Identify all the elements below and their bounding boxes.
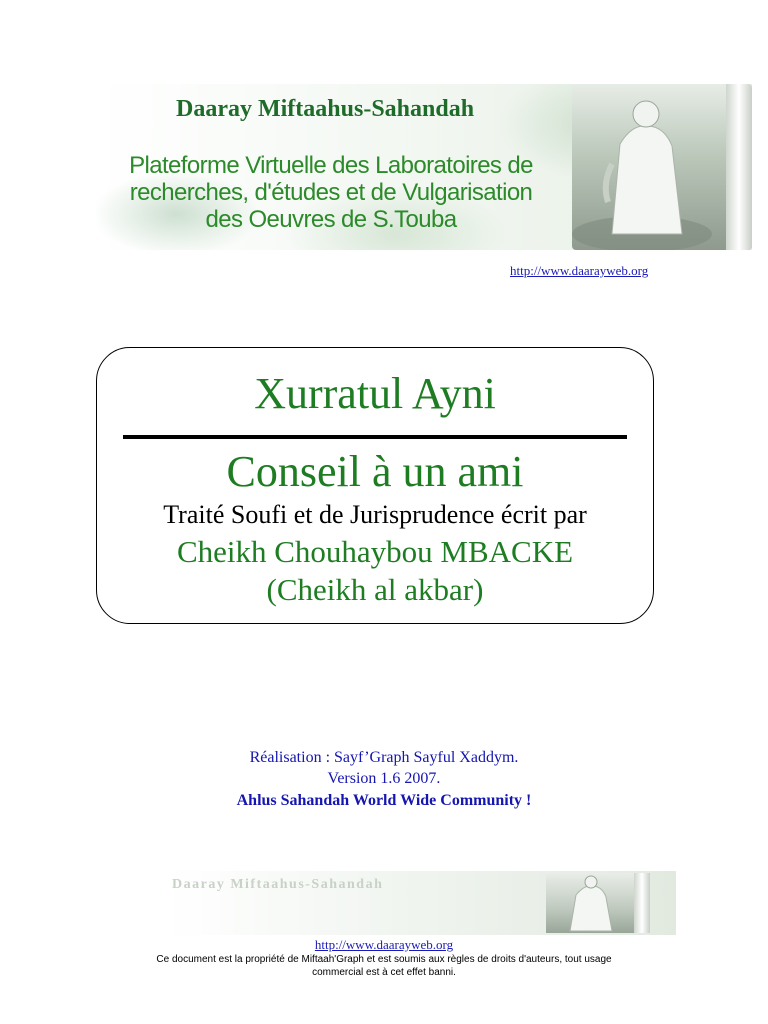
bottom-banner [166,871,676,935]
credit-realisation: Réalisation : Sayf’Graph Sayful Xaddym. [249,749,519,766]
banner-subtitle-line-3: des Oeuvres de S.Touba [205,206,457,233]
copyright-line-2: commercial est à cet effet banni. [312,967,456,978]
title-box [96,347,654,624]
bottom-portrait-image [546,873,650,933]
sheikh-portrait-image [572,84,752,250]
banner-title: Daaray Miftaahus-Sahandah [176,96,475,122]
bottom-link-row [0,936,768,954]
photo-frame-edge [726,84,752,250]
banner-subtitle-line-2: recherches, d'études et de Vulgarisation [129,179,533,206]
copyright-line-1: Ce document est la propriété de Miftaah'Graph et est soumis aux règles de droits d'auteurs, tout usage [156,954,612,965]
author-name: Cheikh Chouhaybou MBACKE [176,534,574,569]
title-divider [123,435,627,439]
bottom-website-link[interactable]: http://www.daarayweb.org [314,937,454,952]
banner-subtitle-line-1: Plateforme Virtuelle des Laboratoires de [129,152,533,179]
credit-version: Version 1.6 2007. [327,770,441,787]
top-website-link[interactable]: http://www.daarayweb.org [510,263,649,278]
bottom-photo-frame-edge [634,873,650,933]
copyright-notice [110,953,658,979]
top-banner [96,84,752,250]
bottom-banner-title: Daaray Miftaahus-Sahandah [172,877,384,892]
sub-title: Conseil à un ami [226,447,524,496]
description-line: Traité Soufi et de Jurisprudence écrit par [163,500,587,529]
credit-community: Ahlus Sahandah World Wide Community ! [236,792,532,809]
author-alias: (Cheikh al akbar) [266,572,484,607]
portrait-figure-icon [572,84,752,250]
main-title: Xurratul Ayni [254,369,496,418]
banner-subtitle [96,152,566,233]
